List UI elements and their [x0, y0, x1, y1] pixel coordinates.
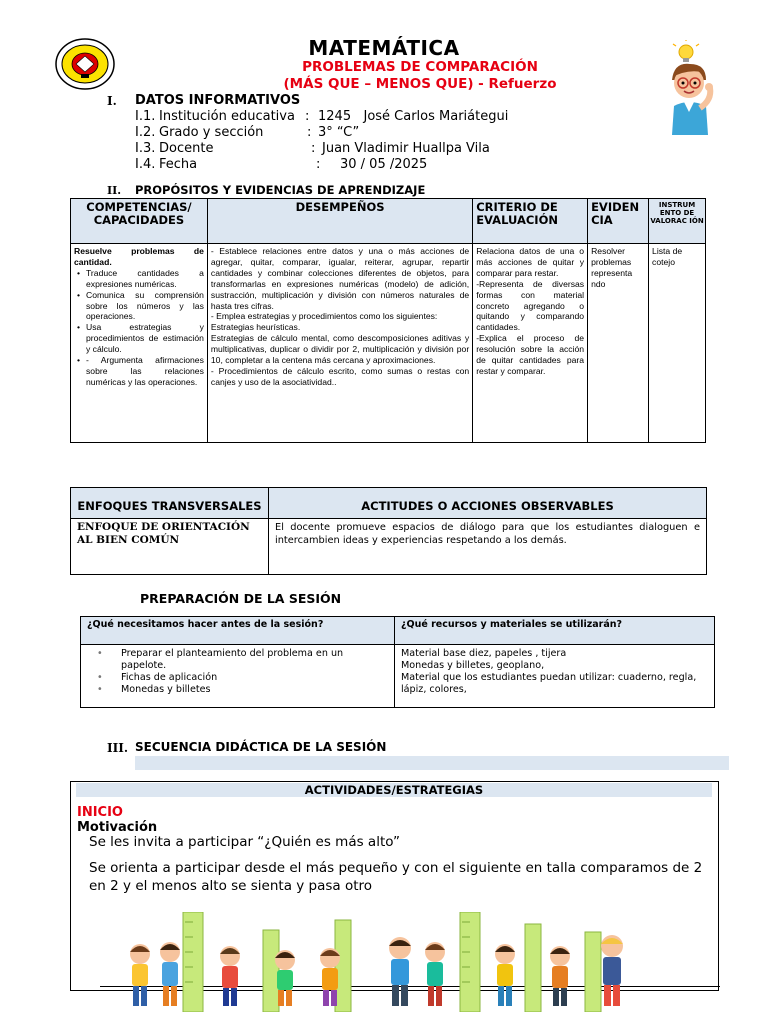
info-sep: :: [316, 157, 321, 172]
info-value-fecha: 30 / 05 /2025: [340, 157, 428, 172]
desempenos-cell: [207, 244, 472, 443]
section-bar: [135, 756, 729, 770]
capacidad-item: • Usa estrategias y procedimientos de estimación y cálculo.: [74, 322, 204, 355]
info-num: I.4.: [135, 157, 156, 172]
desempeno-item: - Emplea estrategias y procedimientos como los siguientes:: [210, 311, 438, 322]
preparacion-title: PREPARACIÓN DE LA SESIÓN: [140, 591, 342, 606]
info-value-grado: 3° “C”: [318, 125, 360, 140]
antes-item: • Monedas y billetes: [87, 684, 388, 696]
header-evidencia: EVIDEN CIA: [588, 199, 649, 244]
desempeno-item: Estrategias heurísticas.: [210, 322, 301, 333]
enfoque-name: ENFOQUE DE ORIENTACIÓN AL BIEN COMÚN: [71, 519, 269, 575]
section-title-propositos: PROPÓSITOS Y EVIDENCIAS DE APRENDIZAJE: [135, 183, 426, 197]
desempeno-item: - Procedimientos de cálculo escrito, como sumas o restas con canjes y uso de la asociatividad..: [210, 365, 470, 387]
motivacion-label: Motivación: [77, 820, 158, 835]
info-value-institucion: 1245 José Carlos Mariátegui: [318, 109, 509, 124]
actividad-paragraph: Se les invita a participar “¿Quién es más alto”: [89, 834, 401, 850]
section-number: III.: [107, 741, 129, 755]
enfoque-actitud: El docente promueve espacios de diálogo para que los estudiantes dialoguen e intercambien ideas y experiencias respetando a los demás.: [269, 519, 707, 575]
header-desempenos: DESEMPEÑOS: [207, 199, 472, 244]
criterio-item: -Representa de diversas formas con material concreto agregando o quitando y comparando cantidades.: [476, 278, 585, 333]
info-label-institucion: Institución educativa: [159, 109, 295, 124]
evidencia-cell: Resolver problemas representa ndo: [588, 244, 649, 443]
recursos-cell: [395, 645, 715, 708]
header-enfoques: ENFOQUES TRANSVERSALES: [71, 488, 269, 519]
criterio-item: -Explica el proceso de resolución sobre la acción de quitar cantidades para restar y comparar.: [476, 333, 585, 376]
info-label-fecha: Fecha: [159, 157, 198, 172]
thinking-boy-lightbulb: [662, 40, 722, 140]
section-title-datos: DATOS INFORMATIVOS: [135, 93, 301, 108]
desempeno-item: Estrategias de cálculo mental, como descomposiciones aditivas y multiplicativas, duplicar o dividir por 2, multiplicación y división por 10, completar a la centena más cercana y aproximaciones.: [210, 333, 470, 366]
criterio-cell: [473, 244, 588, 443]
competencia-title: Resuelve problemas de cantidad.: [74, 246, 204, 267]
preparacion-table: [80, 616, 715, 708]
info-label-grado: Grado y sección: [159, 125, 264, 140]
header-antes: ¿Qué necesitamos hacer antes de la sesión?: [81, 617, 395, 645]
section-title-secuencia: SECUENCIA DIDÁCTICA DE LA SESIÓN: [135, 740, 387, 754]
desempeno-item: - Establece relaciones entre datos y una o más acciones de agregar, quitar, comparar, igualar, reiterar, agrupar, repartir cantidades y combinar colecciones diferentes de objetos, para transformarlas en expresiones numéricas (modelo) de adición, sustracción, multiplicación y división con números naturales de hasta tres cifras.: [210, 246, 470, 311]
actividad-paragraph: Se orienta a participar desde el más pequeño y con el siguiente en talla comparamos de 2 en 2 y el menos alto se sienta y pasa otro: [89, 860, 703, 894]
info-num: I.2.: [135, 125, 156, 140]
capacidad-item: • Comunica su comprensión sobre los números y las operaciones.: [74, 290, 204, 323]
recurso-item: Material que los estudiantes puedan utilizar: cuaderno, regla, lápiz, colores,: [401, 672, 697, 696]
info-value-docente: Juan Vladimir Huallpa Vila: [322, 141, 490, 156]
capacidad-item: • - Argumenta afirmaciones sobre las relaciones numéricas y las operaciones.: [74, 355, 204, 388]
propositos-table: [70, 198, 706, 443]
instrumento-cell: Lista de cotejo: [649, 244, 706, 443]
capacidad-item: • Traduce cantidades a expresiones numéricas.: [74, 268, 204, 290]
header-instrumento: INSTRUM ENTO DE VALORAC IÓN: [649, 199, 706, 244]
subtitle-refuerzo: (MÁS QUE – MENOS QUE) - Refuerzo: [283, 76, 557, 92]
enfoques-table: [70, 487, 707, 575]
antes-item: • Preparar el planteamiento del problema en un papelote.: [87, 648, 388, 672]
recurso-item: Monedas y billetes, geoplano,: [401, 660, 545, 672]
subtitle: PROBLEMAS DE COMPARACIÓN: [302, 59, 538, 75]
criterio-item: Relaciona datos de una o más acciones de quitar y comparar para restar.: [476, 246, 585, 278]
section-number: I.: [107, 94, 117, 108]
actividades-header: ACTIVIDADES/ESTRATEGIAS: [76, 783, 712, 797]
info-sep: :: [307, 125, 312, 140]
info-sep: :: [311, 141, 316, 156]
kids-height-comparison: [120, 912, 640, 1012]
header-competencias: COMPETENCIAS/ CAPACIDADES: [71, 199, 208, 244]
info-num: I.1.: [135, 109, 156, 124]
recurso-item: Material base diez, papeles , tijera: [401, 648, 567, 659]
antes-item: • Fichas de aplicación: [87, 672, 388, 684]
inicio-label: INICIO: [77, 805, 123, 820]
header-recursos: ¿Qué recursos y materiales se utilizarán?: [395, 617, 715, 645]
info-sep: :: [305, 109, 310, 124]
competencias-cell: [71, 244, 208, 443]
page-title: MATEMÁTICA: [308, 36, 460, 60]
info-num: I.3.: [135, 141, 156, 156]
header-criterio: CRITERIO DE EVALUACIÓN: [473, 199, 588, 244]
antes-cell: [81, 645, 395, 708]
header-actitudes: ACTITUDES O ACCIONES OBSERVABLES: [269, 488, 707, 519]
info-label-docente: Docente: [159, 141, 214, 156]
section-number: II.: [107, 184, 122, 197]
